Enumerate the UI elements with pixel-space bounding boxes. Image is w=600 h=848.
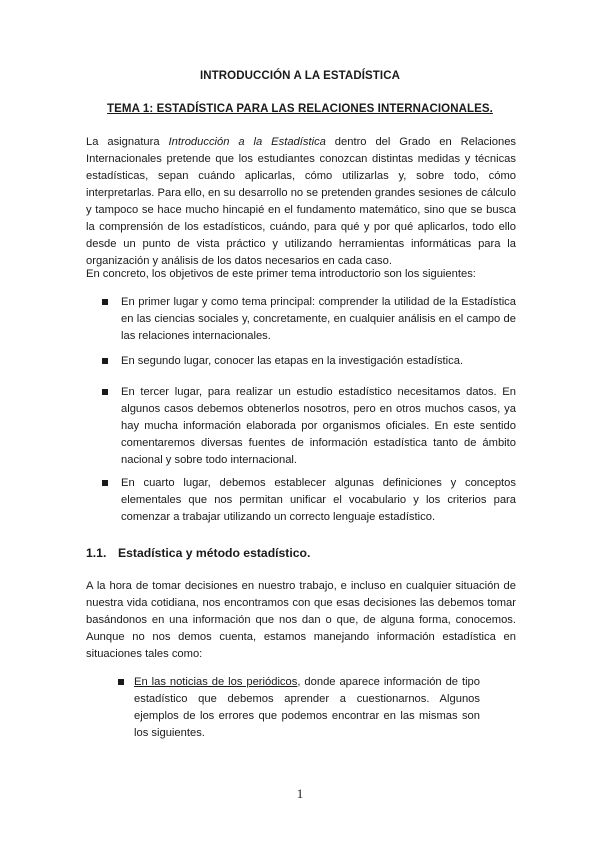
section-title: Estadística y método estadístico. <box>118 546 311 560</box>
objectives-intro: En concreto, los objetivos de este primer tema introductorio son los siguientes: <box>86 268 476 280</box>
example-underlined: En las noticias de los periódicos <box>134 676 298 688</box>
example-rest: , donde aparece información de tipo estadístico que debemos aprender a cuestionarnos. Algunos ejemplos de los errores que podemos encontrar en las mismas son los siguientes. <box>134 676 481 739</box>
page-number: 1 <box>296 786 304 801</box>
example-text <box>134 674 480 742</box>
section-paragraph: A la hora de tomar decisiones en nuestro trabajo, e incluso en cualquier situación de nuestra vida cotidiana, nos encontramos con que esas decisiones las debemos tomar basándonos en una información que nos dan o que, de alguna forma, conocemos. Aunque no nos demos cuenta, estamos manejando información estadística en situaciones tales como: <box>86 580 516 660</box>
course-name: Introducción a la Estadística <box>168 136 326 148</box>
objective-text: En primer lugar y como tema principal: comprender la utilidad de la Estadística en las ciencias sociales y, concretamente, en cualquier análisis en el campo de las relaciones internacionales. <box>121 296 516 342</box>
objective-text: En tercer lugar, para realizar un estudio estadístico necesitamos datos. En algunos casos debemos obtenerlos nosotros, pero en otros muchos casos, ya hay mucha información elaborada por organismos oficiales. En este sentido comentaremos diversas fuentes de información estadística tanto de ámbito nacional y sobre todo internacional. <box>121 386 516 466</box>
document-subtitle: TEMA 1: ESTADÍSTICA PARA LAS RELACIONES INTERNACIONALES. <box>107 103 493 115</box>
document-title: INTRODUCCIÓN A LA ESTADÍSTICA <box>199 70 401 82</box>
intro-paragraph <box>86 134 516 270</box>
intro-part1: La asignatura <box>86 136 169 148</box>
objective-text: En cuarto lugar, debemos establecer algunas definiciones y conceptos elementales que nos permitan unificar el vocabulario y los criterios para comenzar a trabajar utilizando un correcto lenguaje estadístico. <box>121 477 516 523</box>
square-bullet-icon <box>102 480 108 486</box>
square-bullet-icon <box>118 679 124 685</box>
square-bullet-icon <box>102 299 108 305</box>
intro-part2: dentro del Grado en Relaciones Internacionales pretende que los estudiantes conozcan distintas medidas y técnicas estadísticas, sepan cuándo aplicarlas, cómo utilizarlas y, sobre todo, cómo interpretarlas. Para ello, en su desarrollo no se pretenden grandes sesiones de cálculo y tampoco se hace mucho hincapié en el fundamento matemático, sino que se busca la comprensión de los estadísticos, cuándo, para qué y por qué aplicarlos, todo ello desde un punto de vista práctico y utilizando herramientas informáticas para la organización y análisis de los datos necesarios en cada caso. <box>86 136 517 267</box>
section-number: 1.1. <box>86 546 107 560</box>
section-heading <box>86 546 310 560</box>
objective-text: En segundo lugar, conocer las etapas en la investigación estadística. <box>121 355 464 367</box>
square-bullet-icon <box>102 358 108 364</box>
square-bullet-icon <box>102 389 108 395</box>
